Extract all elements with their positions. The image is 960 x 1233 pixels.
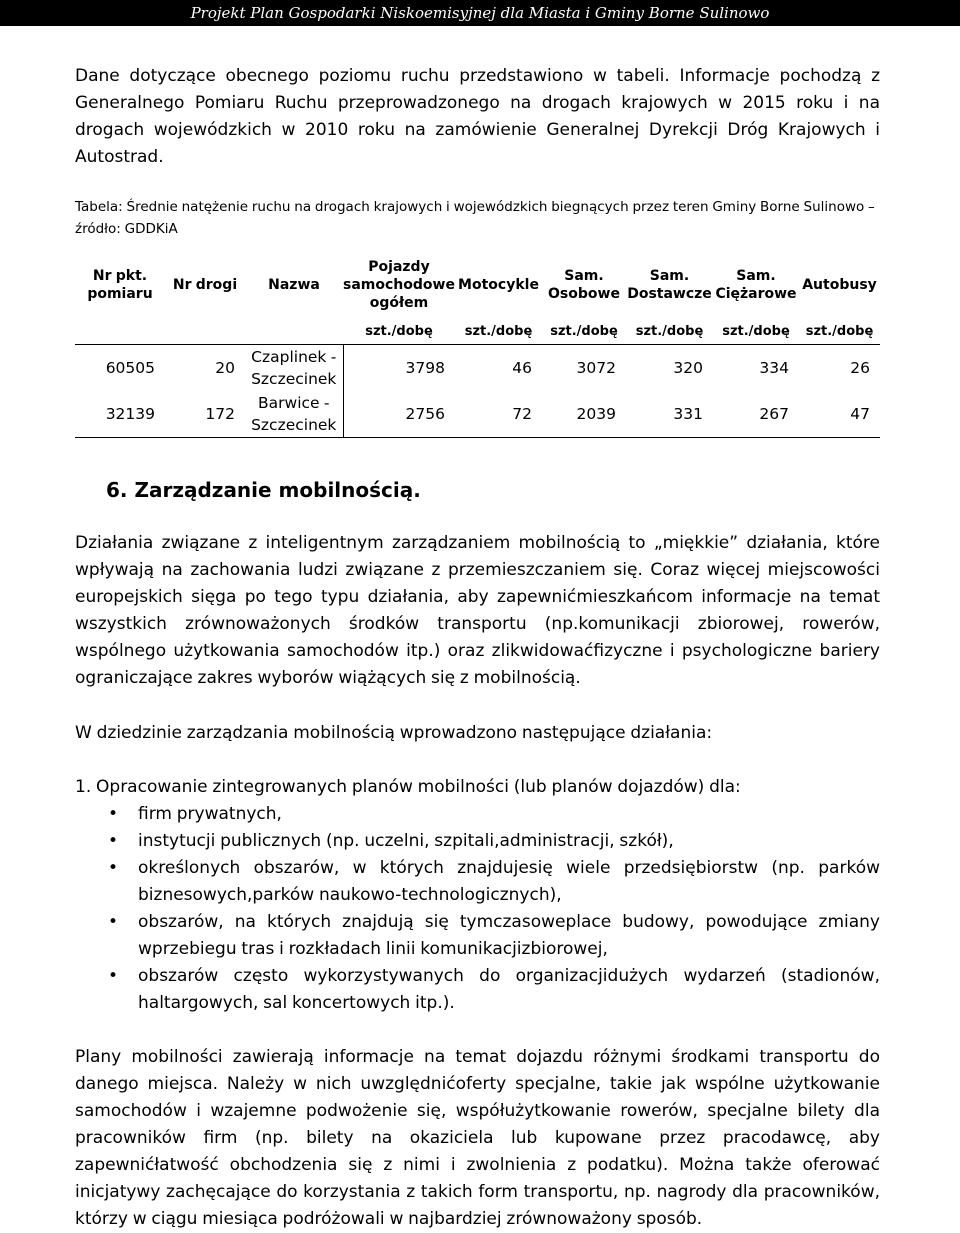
motorcycles-cell: 46 <box>512 359 532 377</box>
unit-cell: szt./dobę <box>455 318 542 345</box>
list-item: • firm prywatnych, <box>75 801 880 828</box>
table-row <box>75 345 880 392</box>
vans-cell: 331 <box>626 391 713 438</box>
table-unit-row <box>75 318 880 345</box>
header-cell: Motocykle <box>458 276 539 293</box>
table-header-row <box>75 251 880 318</box>
trucks-cell: 334 <box>759 359 789 377</box>
header-cell: Sam. Ciężarowe <box>715 267 797 302</box>
header-cell: Nr pkt. pomiaru <box>87 267 153 302</box>
bullet-list <box>75 801 880 1017</box>
vans-cell: 320 <box>673 359 703 377</box>
list-item: • określonych obszarów, w których znajdujesię wiele przedsiębiorstw (np. parków biznesowych,parków naukowo-technologicznych), <box>75 855 880 909</box>
point-cell: 60505 <box>105 359 155 377</box>
trucks-cell: 267 <box>713 391 799 438</box>
list-intro: W dziedzinie zarządzania mobilnością wprowadzono następujące działania: <box>75 723 713 743</box>
header-cell: Sam. Dostawcze <box>627 267 712 302</box>
header-cell: Sam. Osobowe <box>548 267 620 302</box>
header-cell: Pojazdy samochodowe ogółem <box>343 258 455 311</box>
name-cell: Barwice - Szczecinek <box>245 391 343 438</box>
section-number: 6. <box>106 478 128 502</box>
cars-cell: 3072 <box>576 359 616 377</box>
list-item: • instytucji publicznych (np. uczelni, szpitali,administracji, szkół), <box>75 828 880 855</box>
unit-cell: szt./dobę <box>626 318 713 345</box>
name-cell: Czaplinek - Szczecinek <box>251 348 337 388</box>
list-item: • obszarów, na których znajdują się tymczasoweplace budowy, powodujące zmiany wprzebiegu tras i rozkładach linii komunikacjizbiorowej, <box>75 909 880 963</box>
section-title: Zarządzanie mobilnością. <box>134 478 421 502</box>
unit-cell: szt./dobę <box>542 318 626 345</box>
header-cell: Autobusy <box>802 276 877 293</box>
header-cell: Nr drogi <box>172 276 238 293</box>
point-cell: 32139 <box>75 391 165 438</box>
unit-cell: szt./dobę <box>343 318 455 345</box>
unit-cell: szt./dobę <box>713 318 799 345</box>
road-cell: 172 <box>165 391 245 438</box>
table-caption: Tabela: Średnie natężenie ruchu na drogach krajowych i wojewódzkich biegnących przez teren Gminy Borne Sulinowo – źródło: GDDKiA <box>75 199 875 237</box>
mobility-paragraph: Działania związane z inteligentnym zarządzaniem mobilnością to „miękkie” działania, które wpływają na zachowania ludzi związane z przemieszczaniem się. Coraz więcej miejscowości europejskich sięga po tego typu działania, aby zapewnićmieszkańcom informacje na temat wszystkich zrównoważonych środków transportu (np.komunikacji zbiorowej, rowerów, wspólnego użytkowania samochodów itp.) oraz zlikwidowaćfizyczne i psychologiczne bariery ograniczające zakres wyborów wiążących się z mobilnością. <box>75 533 880 688</box>
road-cell: 20 <box>215 359 235 377</box>
total-cell: 2756 <box>343 391 455 438</box>
intro-paragraph: Dane dotyczące obecnego poziomu ruchu przedstawiono w tabeli. Informacje pochodzą z Generalnego Pomiaru Ruchu przeprowadzonego na drogach krajowych w 2015 roku i na drogach wojewódzkich w 2010 roku na zamówienie Generalnej Dyrekcji Dróg Krajowych i Autostrad. <box>75 66 880 167</box>
header-cell: Nazwa <box>268 276 320 293</box>
table-row <box>75 391 880 438</box>
list-item-1: 1. Opracowanie zintegrowanych planów mobilności (lub planów dojazdów) dla: <box>75 777 741 797</box>
motorcycles-cell: 72 <box>455 391 542 438</box>
traffic-table <box>75 251 880 438</box>
closing-paragraph: Plany mobilności zawierają informacje na temat dojazdu różnymi środkami transportu do danego miejsca. Należy w nich uwzględnićoferty specjalne, takie jak wspólne użytkowanie samochodów i wzajemne podwożenie się, współużytkowanie rowerów, specjalne bilety dla pracowników firm (np. bilety na okaziciela lub kupowane przez pracodawcę, aby zapewnićłatwość obchodzenia się z nimi i zwolnienia z podatku). Można także oferować inicjatywy zachęcające do korzystania z takich form transportu, np. nagrody dla pracowników, którzy w ciągu miesiąca podróżowali w najbardziej zrównoważony sposób. <box>75 1047 880 1229</box>
buses-cell: 26 <box>850 359 870 377</box>
list-item: • obszarów często wykorzystywanych do organizacjidużych wydarzeń (stadionów, haltargowych, sal koncertowych itp.). <box>75 963 880 1017</box>
unit-cell: szt./dobę <box>799 318 880 345</box>
running-header: Projekt Plan Gospodarki Niskoemisyjnej dla Miasta i Gminy Borne Sulinowo <box>0 0 960 26</box>
cars-cell: 2039 <box>542 391 626 438</box>
section-heading <box>106 476 421 504</box>
buses-cell: 47 <box>799 391 880 438</box>
total-cell: 3798 <box>343 345 455 392</box>
